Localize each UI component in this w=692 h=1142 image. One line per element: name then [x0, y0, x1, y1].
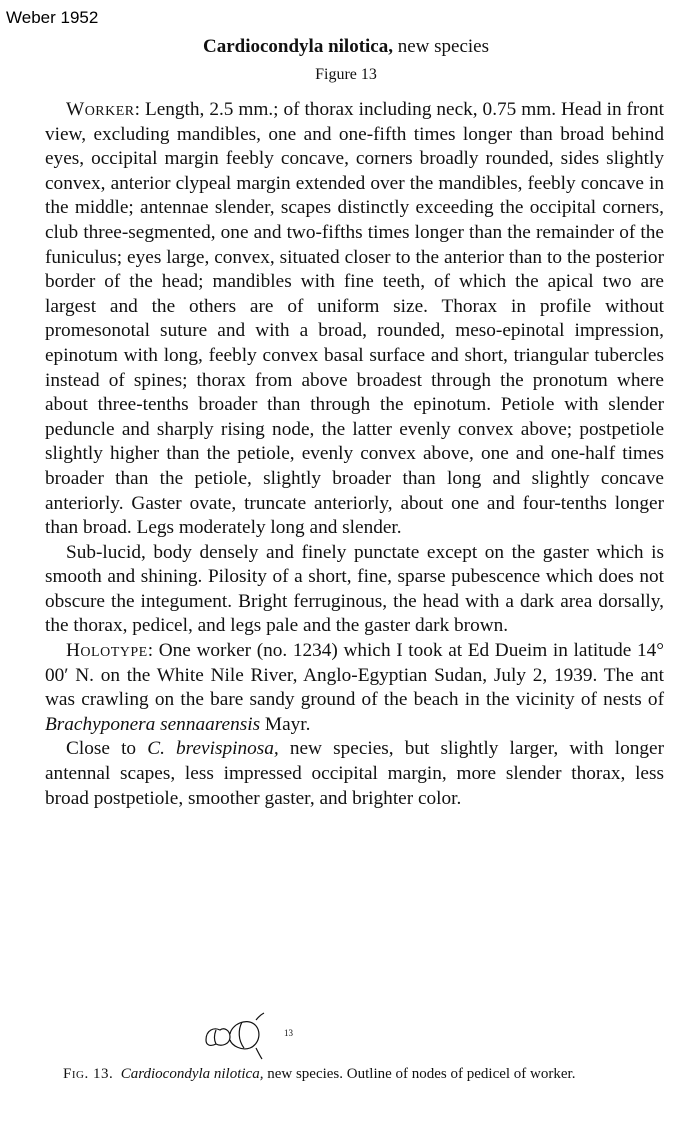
figure-reference: Figure 13: [315, 66, 377, 83]
holotype-label: Holotype: [66, 640, 148, 662]
caption-prefix: Fig. 13.: [63, 1066, 114, 1082]
source-tag: Weber 1952: [6, 8, 99, 27]
worker-label: Worker: [66, 99, 135, 120]
worker-text: : Length, 2.5 mm.; of thorax including neck, 0.75 mm. Head in front view, excluding mandibles, one and one-fifth times longer than broad behind eyes, occipital margin feebly concave, corners broadly rounded, sides slightly convex, anterior clypeal margin extended over the mandibles, feebly concave in the middle; antennae slender, scapes distinctly exceeding the occipital corners, club three-segmented, one and two-fifths times longer than the remainder of the funiculus; eyes large, convex, situated closer to the anterior than to the posterior border of the head; mandibles with fine teeth, of which the apical two are largest and the others are of uniform size. Thorax in profile without promesonotal suture and with a broad, rounded, meso-epinotal impression, epinotum with long, feebly convex basal surface and short, triangular tubercles instead of spines; thorax from above broadest through the pronotum where about three-tenths broader than through the epinotum. Petiole with slender peduncle and sharply rising node, the latter evenly convex above; postpetiole slightly higher than the petiole, evenly convex above, one and one-half times broader than the petiole, slightly broader than long and slightly concave anteriorly. Gaster ovate, truncate anteriorly, about one and four-tenths longer than broad. Legs moderately long and slender.: [45, 99, 664, 539]
figure-caption: [45, 1064, 670, 1084]
worker-paragraph: [45, 98, 664, 541]
postpetiole-inner-line: [239, 1022, 244, 1048]
description-body: [45, 98, 664, 811]
comparison-species: C. brevispinosa,: [147, 738, 279, 760]
species-name: Cardiocondyla nilotica,: [202, 36, 393, 57]
comparison-text-start: Close to: [66, 738, 148, 760]
caption-text: new species. Outline of nodes of pedicel of worker.: [263, 1066, 576, 1082]
gaster-edge-line-lower: [256, 1048, 262, 1059]
pedicel-outline-figure: [200, 1010, 310, 1060]
figure-number: 13: [284, 1028, 293, 1038]
species-title: [0, 36, 692, 58]
gaster-edge-line: [256, 1013, 264, 1020]
caption-species: Cardiocondyla nilotica,: [120, 1066, 264, 1082]
petiole-outline: [206, 1029, 230, 1046]
holotype-host-species: Brachyponera sennaarensis: [45, 713, 261, 735]
comparison-paragraph: [45, 737, 664, 811]
petiole-inner-line: [215, 1030, 217, 1044]
species-suffix: new species: [397, 36, 490, 57]
holotype-text: : One worker (no. 1234) which I took at Ed Dueim in latitude 14° 00′ N. on the White Nile River, Anglo-Egyptian Sudan, July 2, 1939. The ant was crawling on the bare sandy ground of the beach in the vicinity of nests of: [45, 640, 664, 711]
comparison-text: new species, but slightly larger, with longer antennal scapes, less impressed occipital margin, more slender thorax, less broad postpetiole, smoother gaster, and brighter color.: [45, 738, 665, 809]
coloration-paragraph: Sub-lucid, body densely and finely punctate except on the gaster which is smooth and shining. Pilosity of a short, fine, sparse pubescence which does not obscure the integument. Bright ferruginous, the head with a dark area dorsally, the thorax, pedicel, and legs pale and the gaster dark brown.: [45, 541, 664, 637]
holotype-text-end: Mayr.: [260, 713, 311, 735]
postpetiole-outline: [230, 1022, 259, 1049]
holotype-paragraph: [45, 639, 664, 737]
